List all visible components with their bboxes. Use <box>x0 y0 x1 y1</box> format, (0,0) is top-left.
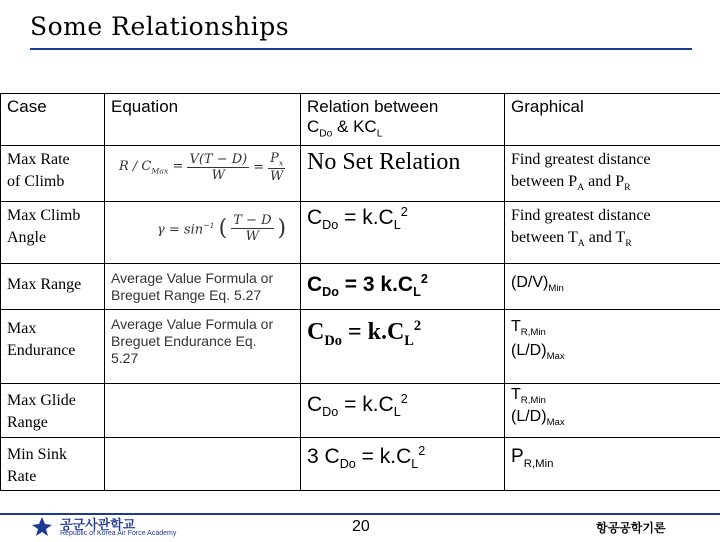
case-cell: Max Glide Range <box>1 384 105 438</box>
relationships-table <box>0 93 720 491</box>
relation-cell: $C_{Do} = 3$ $k.C_L^2$ <box>301 264 505 310</box>
header-graphical: Graphical <box>505 94 720 146</box>
table-row <box>1 264 720 310</box>
institution-name: 공군사관학교 <box>60 514 135 533</box>
header-equation: Equation <box>105 94 301 146</box>
page-number: 20 <box>352 518 370 536</box>
graphical-cell: $(D/V)_{Min}$ <box>505 264 720 310</box>
title-underline <box>30 48 692 50</box>
table-row <box>1 202 720 264</box>
header-relation: Relation between $C_{Do}$ & $KC_L$ <box>301 94 505 146</box>
case-cell: Max Climb Angle <box>1 202 105 264</box>
table-row <box>1 310 720 384</box>
case-cell: Max Endurance <box>1 310 105 384</box>
graphical-cell: $T_{R,Min}$ $(L/D)_{Max}$ <box>505 384 720 438</box>
table-row <box>1 438 720 491</box>
header-case: Case <box>1 94 105 146</box>
case-cell: Max Range <box>1 264 105 310</box>
equation-cell <box>105 146 301 202</box>
graphical-cell: $T_{R,Min}$ $(L/D)_{Max}$ <box>505 310 720 384</box>
equation-cell: Average Value Formula or Breguet Range Eq. 5.27 <box>105 264 301 310</box>
table-row <box>1 384 720 438</box>
header-row <box>1 94 720 146</box>
climb-angle-equation: $\gamma = \sin^{-1}$ ( $\frac{T - D}{W}$ ) <box>157 213 294 244</box>
equation-cell: Average Value Formula or Breguet Endurance Eq. 5.27 <box>105 310 301 384</box>
relation-cell: $C_{Do} = k.C_L^2$ <box>301 310 505 384</box>
course-name: 항공공학기론 <box>596 519 666 536</box>
relation-cell: No Set Relation <box>301 146 505 202</box>
case-cell: Min Sink Rate <box>1 438 105 491</box>
relation-cell: $C_{Do} = k.C_L^2$ <box>301 384 505 438</box>
equation-cell <box>105 438 301 491</box>
equation-cell <box>105 202 301 264</box>
rate-of-climb-equation: R / $C_{Max}$ = $\frac{V(T - D)}{W}$ = $\frac{P_x}{W}$ <box>119 151 294 184</box>
relation-cell: $C_{Do} = k.C_L^2$ <box>301 202 505 264</box>
table-row <box>1 146 720 202</box>
case-cell: Max Rate of Climb <box>1 146 105 202</box>
slide-title: Some Relationships <box>30 12 289 41</box>
institution-subtitle: Republic of Korea Air Force Academy <box>60 530 176 537</box>
graphical-cell: Find greatest distance between $P_A$ and $P_R$ <box>505 146 720 202</box>
relation-cell: 3 $C_{Do} = k.C_L^2$ <box>301 438 505 491</box>
equation-cell <box>105 384 301 438</box>
graphical-cell: $P_{R,Min}$ <box>505 438 720 491</box>
graphical-cell: Find greatest distance between $T_A$ and $T_R$ <box>505 202 720 264</box>
academy-emblem-icon <box>30 515 54 537</box>
